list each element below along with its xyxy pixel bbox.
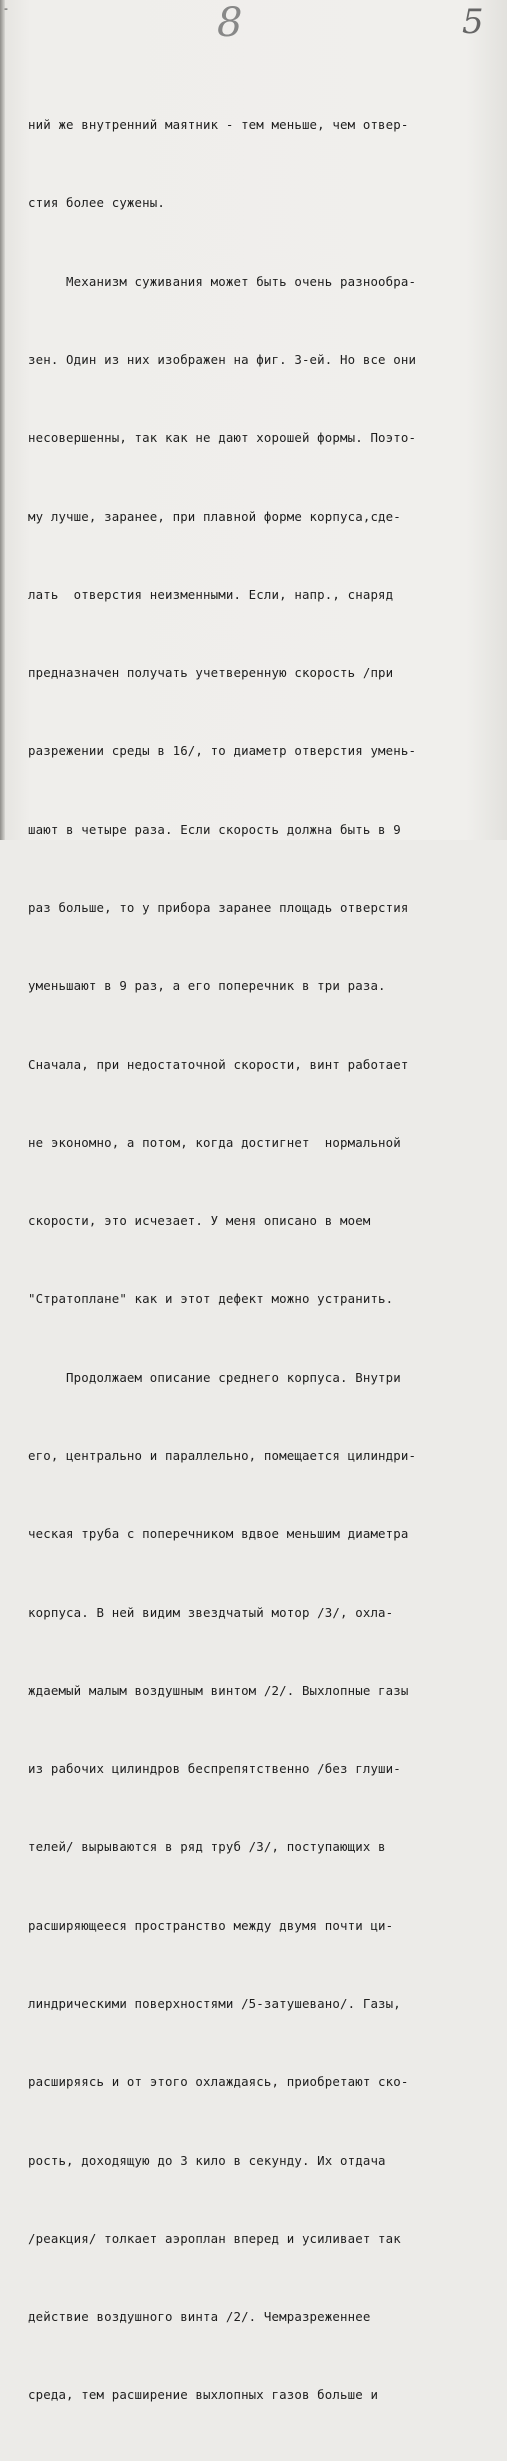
text-line: расширяясь и от этого охлаждаясь, приобретают ско-: [28, 2074, 409, 2090]
text-line: расширяющееся пространство между двумя почти ци-: [28, 1917, 394, 1933]
text-line: Механизм суживания может быть очень разнообра-: [28, 273, 417, 289]
page-edge-shadow: [0, 0, 5, 840]
text-line: Продолжаем описание среднего корпуса. Внутри: [28, 1369, 401, 1385]
typewritten-text-body: [28, 60, 502, 2461]
text-line: скорости, это исчезает. У меня описано в моем: [28, 1213, 371, 1229]
text-line: зен. Один из них изображен на фиг. 3-ей. Но все они: [28, 352, 417, 368]
text-line: телей/ вырываются в ряд труб /3/, поступающих в: [28, 1839, 386, 1855]
text-line: ческая труба с поперечником вдвое меньшим диаметра: [28, 1526, 409, 1542]
text-line: ждаемый малым воздушным винтом /2/. Выхлопные газы: [28, 1682, 409, 1698]
text-line: лать отверстия неизменными. Если, напр., снаряд: [28, 586, 394, 602]
text-line: корпуса. В ней видим звездчатый мотор /3/, охла-: [28, 1604, 394, 1620]
text-line: несовершенны, так как не дают хорошей формы. Поэто-: [28, 430, 417, 446]
text-line: не экономно, а потом, когда достигнет нормальной: [28, 1134, 401, 1150]
text-line: /реакция/ толкает аэроплан вперед и усиливает так: [28, 2230, 401, 2246]
handwritten-page-number-right: 5: [462, 2, 484, 42]
text-line: действие воздушного винта /2/. Чемразреженнее: [28, 2309, 371, 2325]
text-line: из рабочих цилиндров беспрепятственно /без глуши-: [28, 1761, 401, 1777]
text-line: рость, доходящую до 3 кило в секунду. Их отдача: [28, 2152, 386, 2168]
text-line: уменьшают в 9 раз, а его поперечник в три раза.: [28, 978, 386, 994]
text-line: предназначен получать учетверенную скорость /при: [28, 665, 394, 681]
text-line: ний же внутренний маятник - тем меньше, чем отвер-: [28, 117, 409, 133]
text-line: шают в четыре раза. Если скорость должна быть в 9: [28, 821, 401, 837]
margin-mark: -: [4, 2, 8, 15]
text-line: разрежении среды в 16/, то диаметр отверстия умень-: [28, 743, 417, 759]
text-line: его, центрально и параллельно, помещается цилиндри-: [28, 1447, 417, 1463]
text-line: "Стратоплане" как и этот дефект можно устранить.: [28, 1291, 394, 1307]
text-line: линдрическими поверхностями /5-затушевано/. Газы,: [28, 1995, 401, 2011]
text-line: раз больше, то у прибора заранее площадь отверстия: [28, 900, 409, 915]
text-line: среда, тем расширение выхлопных газов больше и: [28, 2387, 379, 2403]
text-line: му лучше, заранее, при плавной форме корпуса,сде-: [28, 508, 401, 524]
text-line: Сначала, при недостаточной скорости, винт работает: [28, 1056, 409, 1072]
handwritten-page-number-center: 8: [217, 0, 243, 46]
text-line: стия более сужены.: [28, 195, 165, 211]
